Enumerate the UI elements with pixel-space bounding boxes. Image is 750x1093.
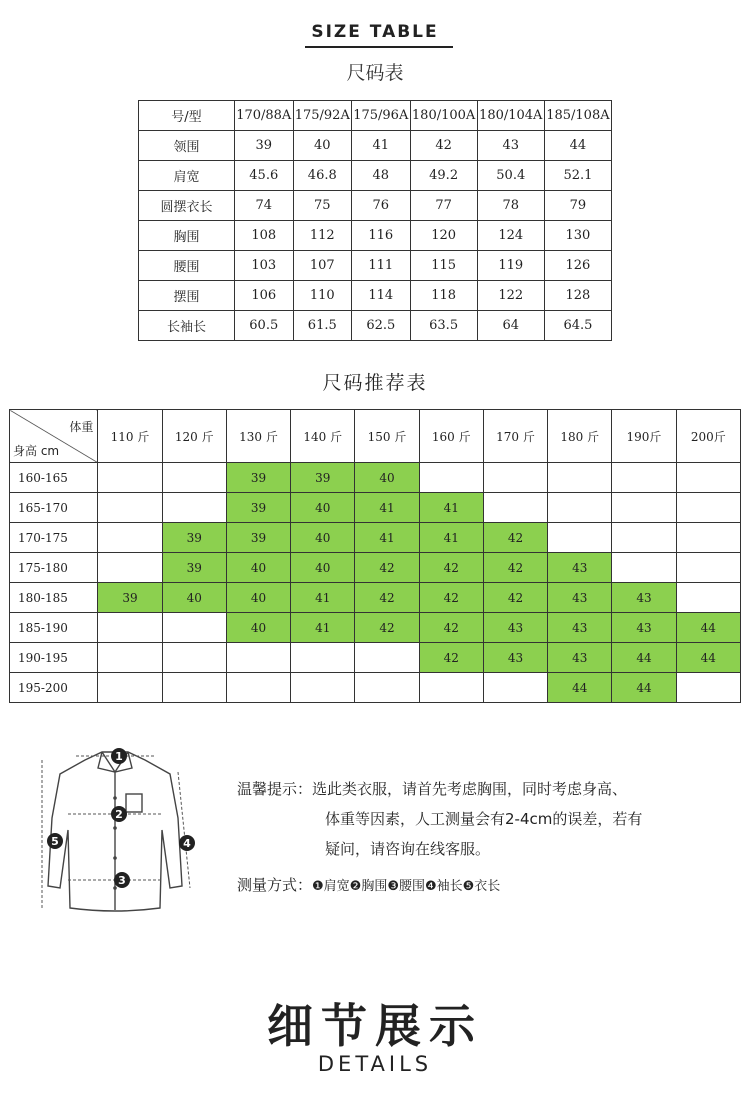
size-column-header: 185/108A xyxy=(544,101,611,131)
recommend-cell xyxy=(162,613,226,643)
recommend-cell: 43 xyxy=(548,553,612,583)
sleeve-measure-line xyxy=(178,772,190,888)
recommend-cell: 43 xyxy=(612,583,676,613)
weight-column-header: 200斤 xyxy=(676,410,740,463)
recommend-cell: 44 xyxy=(676,613,740,643)
size-cell: 79 xyxy=(544,191,611,221)
recommend-cell xyxy=(355,643,419,673)
height-row-label: 180-185 xyxy=(10,583,98,613)
height-row-label: 175-180 xyxy=(10,553,98,583)
recommend-cell: 43 xyxy=(483,613,547,643)
details-title-cn: 细节展示 xyxy=(267,999,483,1053)
recommend-cell xyxy=(612,523,676,553)
size-column-header: 180/104A xyxy=(477,101,544,131)
size-cell: 111 xyxy=(352,251,411,281)
recommend-cell xyxy=(98,673,162,703)
recommend-cell: 40 xyxy=(291,493,355,523)
size-cell: 42 xyxy=(410,131,477,161)
height-row-label: 165-170 xyxy=(10,493,98,523)
marker-3-label: 3 xyxy=(118,874,126,887)
size-cell: 60.5 xyxy=(235,311,294,341)
recommend-cell: 43 xyxy=(548,613,612,643)
recommend-cell: 39 xyxy=(162,553,226,583)
size-cell: 103 xyxy=(235,251,294,281)
size-cell: 61.5 xyxy=(293,311,352,341)
size-table-row xyxy=(139,191,612,221)
recommend-cell xyxy=(291,643,355,673)
tip-text-1: 选此类衣服，请首先考虑胸围，同时考虑身高、 xyxy=(312,780,628,798)
height-row-label: 195-200 xyxy=(10,673,98,703)
size-table-row xyxy=(139,131,612,161)
height-row-label: 190-195 xyxy=(10,643,98,673)
recommend-cell xyxy=(98,463,162,493)
recommend-table xyxy=(9,409,741,703)
recommend-cell xyxy=(676,583,740,613)
recommend-cell xyxy=(548,523,612,553)
size-cell: 130 xyxy=(544,221,611,251)
recommend-cell: 39 xyxy=(226,523,290,553)
recommend-cell: 40 xyxy=(226,613,290,643)
size-table-row xyxy=(139,221,612,251)
recommend-cell xyxy=(162,493,226,523)
size-cell: 48 xyxy=(352,161,411,191)
recommend-cell: 42 xyxy=(419,613,483,643)
height-axis-label: 身高 cm xyxy=(13,444,60,458)
weight-column-header: 150 斤 xyxy=(355,410,419,463)
recommend-cell xyxy=(226,673,290,703)
marker-1-label: 1 xyxy=(115,750,123,763)
size-cell: 120 xyxy=(410,221,477,251)
recommend-cell: 42 xyxy=(419,553,483,583)
recommend-row xyxy=(10,493,741,523)
recommend-row xyxy=(10,553,741,583)
size-cell: 52.1 xyxy=(544,161,611,191)
size-row-label: 长袖长 xyxy=(139,311,235,341)
recommend-cell: 43 xyxy=(548,643,612,673)
recommend-cell: 42 xyxy=(419,643,483,673)
recommend-cell xyxy=(676,553,740,583)
measure-items: ❶肩宽❷胸围❸腰围❹袖长❺衣长 xyxy=(312,879,501,894)
weight-column-header: 140 斤 xyxy=(291,410,355,463)
height-row-label: 185-190 xyxy=(10,613,98,643)
size-column-header: 175/92A xyxy=(293,101,352,131)
recommend-cell xyxy=(98,523,162,553)
recommend-cell: 43 xyxy=(612,613,676,643)
size-cell: 63.5 xyxy=(410,311,477,341)
recommend-cell xyxy=(98,493,162,523)
recommend-cell: 43 xyxy=(548,583,612,613)
recommend-cell: 42 xyxy=(483,553,547,583)
size-cell: 115 xyxy=(410,251,477,281)
size-cell: 43 xyxy=(477,131,544,161)
weight-column-header: 170 斤 xyxy=(483,410,547,463)
tip-text-2: 体重等因素，人工测量会有2-4cm的误差，若有 xyxy=(325,810,643,828)
weight-column-header: 160 斤 xyxy=(419,410,483,463)
recommend-row xyxy=(10,613,741,643)
size-cell: 64 xyxy=(477,311,544,341)
recommend-cell: 43 xyxy=(483,643,547,673)
recommend-cell xyxy=(676,463,740,493)
recommend-cell: 44 xyxy=(676,643,740,673)
recommend-table-title: 尺码推荐表 xyxy=(322,372,428,394)
size-cell: 40 xyxy=(293,131,352,161)
recommend-cell xyxy=(483,673,547,703)
recommend-cell xyxy=(548,463,612,493)
recommend-cell: 42 xyxy=(355,613,419,643)
recommend-cell xyxy=(483,463,547,493)
size-header-label: 号/型 xyxy=(139,101,235,131)
size-cell: 50.4 xyxy=(477,161,544,191)
weight-column-header: 130 斤 xyxy=(226,410,290,463)
size-cell: 41 xyxy=(352,131,411,161)
recommend-cell xyxy=(162,673,226,703)
recommend-cell xyxy=(483,493,547,523)
size-row-label: 圆摆衣长 xyxy=(139,191,235,221)
tip-text-3: 疑问，请咨询在线客服。 xyxy=(325,840,491,858)
recommend-cell: 39 xyxy=(291,463,355,493)
size-table-row xyxy=(139,311,612,341)
size-cell: 112 xyxy=(293,221,352,251)
size-cell: 114 xyxy=(352,281,411,311)
size-cell: 106 xyxy=(235,281,294,311)
recommend-cell: 40 xyxy=(162,583,226,613)
recommend-header-row xyxy=(10,410,741,463)
recommend-cell: 41 xyxy=(291,613,355,643)
recommend-cell: 41 xyxy=(355,523,419,553)
marker-5-label: 5 xyxy=(51,835,59,848)
recommend-cell xyxy=(98,553,162,583)
size-row-label: 胸围 xyxy=(139,221,235,251)
recommend-cell xyxy=(226,643,290,673)
size-cell: 119 xyxy=(477,251,544,281)
recommend-cell xyxy=(419,463,483,493)
size-table-title: SIZE TABLE xyxy=(311,22,439,42)
recommend-cell xyxy=(612,493,676,523)
size-cell: 126 xyxy=(544,251,611,281)
size-cell: 108 xyxy=(235,221,294,251)
recommend-cell: 41 xyxy=(419,493,483,523)
weight-column-header: 180 斤 xyxy=(548,410,612,463)
recommend-cell: 42 xyxy=(483,523,547,553)
tip-line-1 xyxy=(237,778,627,799)
size-row-label: 摆围 xyxy=(139,281,235,311)
size-cell: 78 xyxy=(477,191,544,221)
size-table-subtitle: 尺码表 xyxy=(346,62,404,84)
recommend-row xyxy=(10,643,741,673)
recommend-cell: 44 xyxy=(612,673,676,703)
size-cell: 49.2 xyxy=(410,161,477,191)
recommend-cell: 39 xyxy=(226,493,290,523)
marker-4-label: 4 xyxy=(183,837,191,850)
size-cell: 77 xyxy=(410,191,477,221)
recommend-cell: 42 xyxy=(483,583,547,613)
shirt-pocket xyxy=(126,794,142,812)
size-table xyxy=(138,100,612,341)
recommend-cell: 40 xyxy=(355,463,419,493)
recommend-cell xyxy=(162,463,226,493)
size-cell: 75 xyxy=(293,191,352,221)
recommend-cell xyxy=(548,493,612,523)
shirt-measurement-diagram xyxy=(30,738,200,918)
recommend-row xyxy=(10,523,741,553)
size-cell: 46.8 xyxy=(293,161,352,191)
recommend-cell: 40 xyxy=(291,523,355,553)
size-table-row xyxy=(139,251,612,281)
marker-2-label: 2 xyxy=(115,808,123,821)
weight-column-header: 190斤 xyxy=(612,410,676,463)
size-cell: 118 xyxy=(410,281,477,311)
recommend-cell: 44 xyxy=(612,643,676,673)
size-cell: 62.5 xyxy=(352,311,411,341)
recommend-cell: 41 xyxy=(355,493,419,523)
size-table-header-row xyxy=(139,101,612,131)
size-row-label: 领围 xyxy=(139,131,235,161)
recommend-cell: 39 xyxy=(98,583,162,613)
size-cell: 128 xyxy=(544,281,611,311)
size-cell: 39 xyxy=(235,131,294,161)
recommend-cell xyxy=(676,673,740,703)
recommend-cell: 42 xyxy=(355,553,419,583)
recommend-cell xyxy=(612,463,676,493)
size-cell: 107 xyxy=(293,251,352,281)
recommend-row xyxy=(10,673,741,703)
recommend-cell: 41 xyxy=(419,523,483,553)
height-row-label: 160-165 xyxy=(10,463,98,493)
height-row-label: 170-175 xyxy=(10,523,98,553)
size-column-header: 180/100A xyxy=(410,101,477,131)
recommend-cell: 39 xyxy=(162,523,226,553)
size-cell: 74 xyxy=(235,191,294,221)
weight-axis-label: 体重 xyxy=(69,420,94,434)
recommend-cell xyxy=(355,673,419,703)
recommend-cell xyxy=(162,643,226,673)
size-table-row xyxy=(139,161,612,191)
size-cell: 110 xyxy=(293,281,352,311)
weight-column-header: 110 斤 xyxy=(98,410,162,463)
size-cell: 64.5 xyxy=(544,311,611,341)
recommend-cell: 41 xyxy=(291,583,355,613)
recommend-cell: 42 xyxy=(419,583,483,613)
size-table-row xyxy=(139,281,612,311)
recommend-row xyxy=(10,583,741,613)
recommend-cell xyxy=(676,523,740,553)
title-underline xyxy=(305,46,453,48)
size-cell: 116 xyxy=(352,221,411,251)
recommend-cell xyxy=(291,673,355,703)
recommend-cell: 40 xyxy=(291,553,355,583)
size-row-label: 腰围 xyxy=(139,251,235,281)
recommend-cell: 40 xyxy=(226,553,290,583)
size-cell: 124 xyxy=(477,221,544,251)
recommend-corner-cell xyxy=(10,410,98,463)
recommend-row xyxy=(10,463,741,493)
recommend-cell: 44 xyxy=(548,673,612,703)
size-column-header: 175/96A xyxy=(352,101,411,131)
size-cell: 44 xyxy=(544,131,611,161)
details-title-en: DETAILS xyxy=(317,1052,433,1076)
size-cell: 45.6 xyxy=(235,161,294,191)
recommend-cell: 39 xyxy=(226,463,290,493)
tip-label: 温馨提示： xyxy=(237,780,313,798)
size-row-label: 肩宽 xyxy=(139,161,235,191)
weight-column-header: 120 斤 xyxy=(162,410,226,463)
recommend-cell xyxy=(612,553,676,583)
recommend-cell xyxy=(98,643,162,673)
recommend-cell xyxy=(98,613,162,643)
recommend-cell: 42 xyxy=(355,583,419,613)
recommend-cell: 40 xyxy=(226,583,290,613)
measure-method xyxy=(237,874,500,895)
size-cell: 76 xyxy=(352,191,411,221)
measure-label: 测量方式： xyxy=(237,876,313,894)
recommend-cell xyxy=(676,493,740,523)
size-column-header: 170/88A xyxy=(235,101,294,131)
recommend-cell xyxy=(419,673,483,703)
size-cell: 122 xyxy=(477,281,544,311)
